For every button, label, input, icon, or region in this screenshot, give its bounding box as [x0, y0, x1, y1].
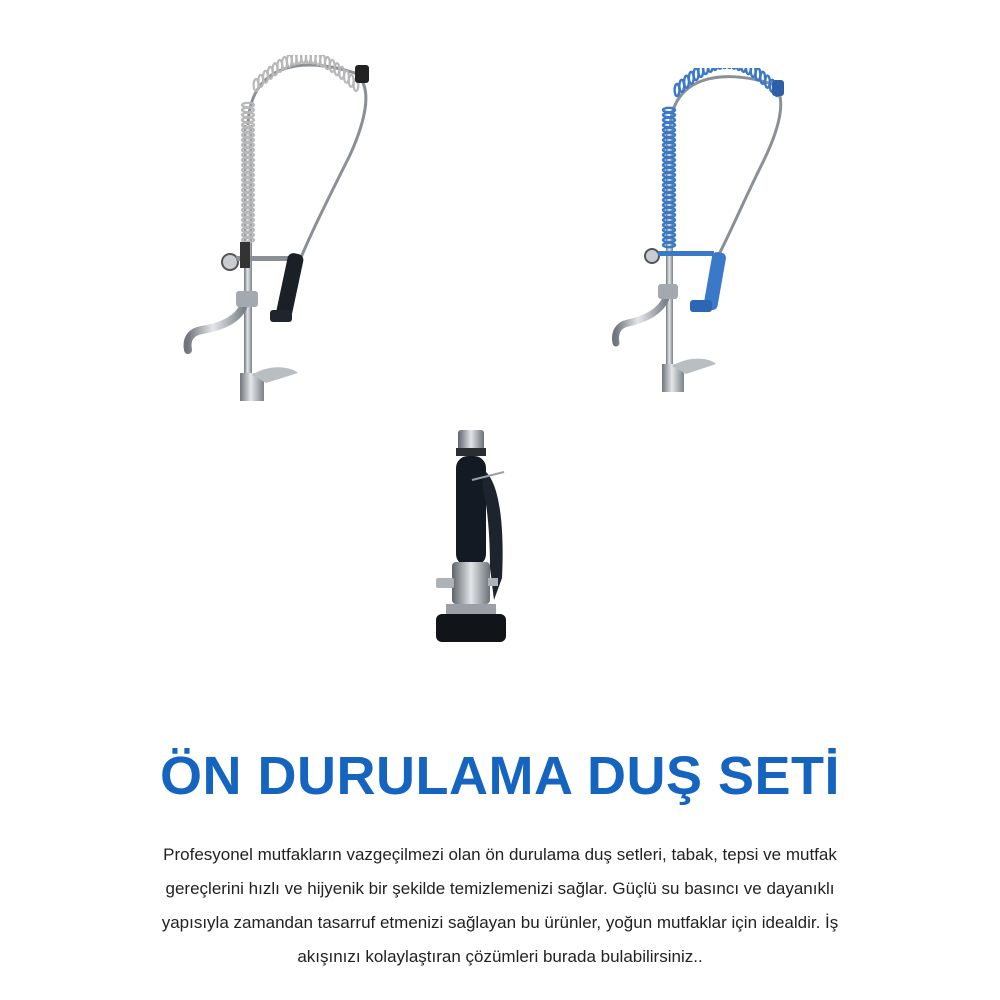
pre-rinse-faucet-blue-icon: [612, 68, 797, 398]
spray-gun-head-image[interactable]: [432, 428, 520, 650]
pre-rinse-faucet-chrome-icon: [180, 55, 390, 405]
section-description: Profesyonel mutfakların vazgeçilmezi olan ön durulama duş setleri, tabak, tepsi ve mutfak gereçlerini hızlı ve hijyenik bir şekilde temizlemenizi sağlar. Güçlü su basıncı ve dayanıklı yapısıyla zamandan tasarruf etmenizi sağlayan bu ürünler, yoğun mutfaklar için idealdir. İş akışınızı kolaylaştıran çözümleri burada bulabilirsiniz..: [161, 845, 839, 966]
spray-gun-head-icon: [432, 428, 520, 650]
pre-rinse-faucet-blue-image[interactable]: [612, 68, 797, 398]
page-title: ÖN DURULAMA DUŞ SETİ: [160, 746, 840, 806]
pre-rinse-faucet-chrome-image[interactable]: [180, 55, 390, 405]
